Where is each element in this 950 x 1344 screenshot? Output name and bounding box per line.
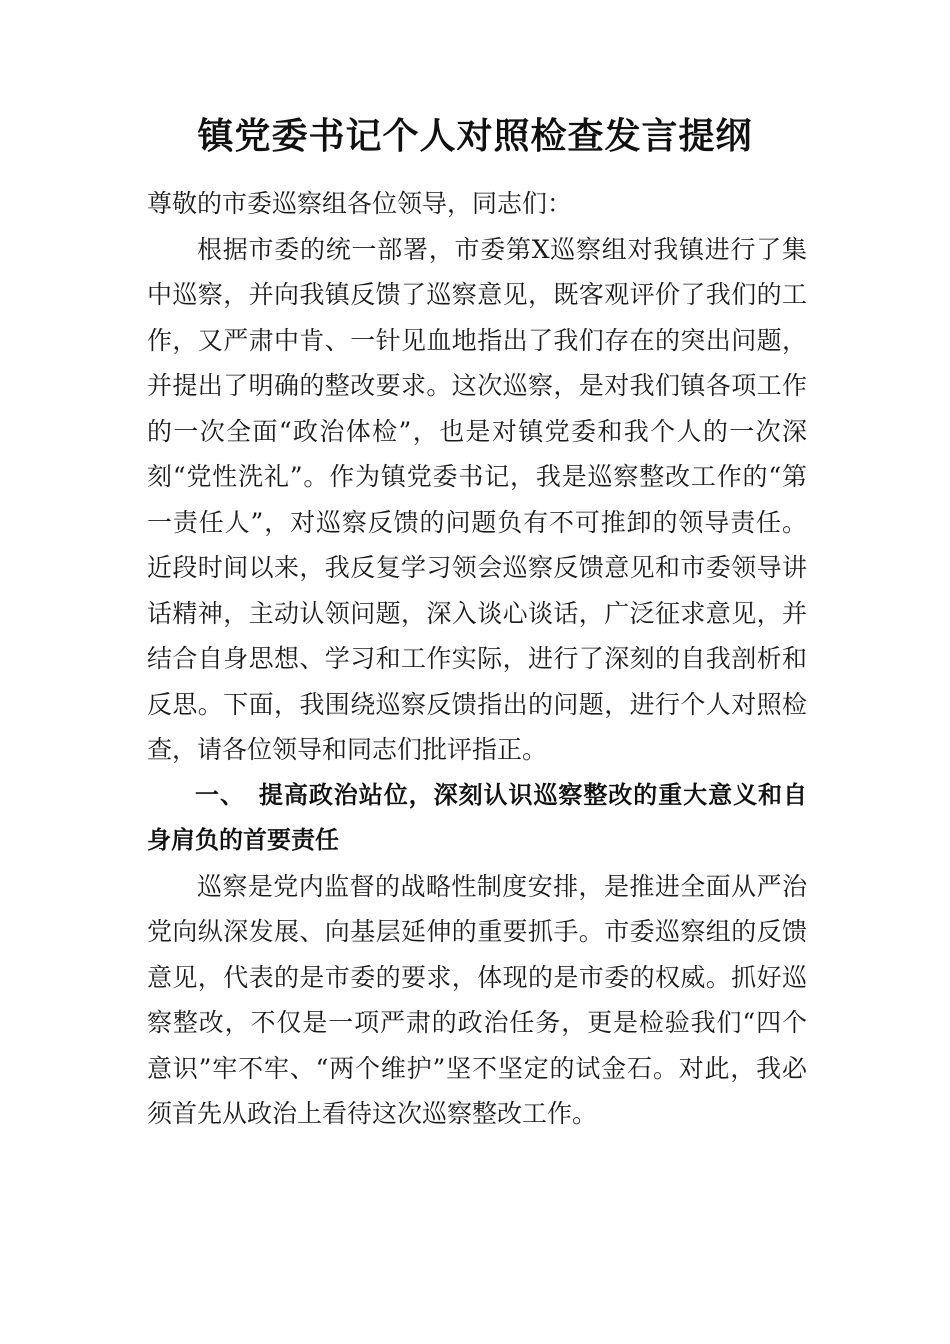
section-paragraph: 巡察是党内监督的战略性制度安排，是推进全面从严治党向纵深发展、向基层延伸的重要抓手。市委巡察组的反馈意见，代表的是市委的要求，体现的是市委的权威。抓好巡察整改，不仅是一项严肃的政治任务，更是检验我们“四个意识”牢不牢、“两个维护”坚不坚定的试金石。对此，我必须首先从政治上看待这次巡察整改工作。 <box>147 871 807 1128</box>
section-heading <box>147 773 807 864</box>
section-heading-text: 提高政治站位，深刻认识巡察整改的重大意义和自身肩负的首要责任 <box>147 780 808 854</box>
intro-paragraph: 根据市委的统一部署，市委第X巡察组对我镇进行了集中巡察，并向我镇反馈了巡察意见，既客观评价了我们的工作，又严肃中肯、一针见血地指出了我们存在的突出问题，并提出了明确的整改要求。这次巡察，是对我们镇各项工作的一次全面“政治体检”，也是对镇党委和我个人的一次深刻“党性洗礼”。作为镇党委书记，我是巡察整改工作的“第一责任人”，对巡察反馈的问题负有不可推卸的领导责任。近段时间以来，我反复学习领会巡察反馈意见和市委领导讲话精神，主动认领问题，深入谈心谈话，广泛征求意见，并结合自身思想、学习和工作实际，进行了深刻的自我剖析和反思。下面，我围绕巡察反馈指出的问题，进行个人对照检查，请各位领导和同志们批评指正。 <box>147 234 807 764</box>
document-title: 镇党委书记个人对照检查发言提纲 <box>197 115 753 157</box>
salutation: 尊敬的市委巡察组各位领导，同志们： <box>147 189 573 218</box>
section-number: 一、 <box>195 780 245 809</box>
document-body <box>147 181 807 1137</box>
